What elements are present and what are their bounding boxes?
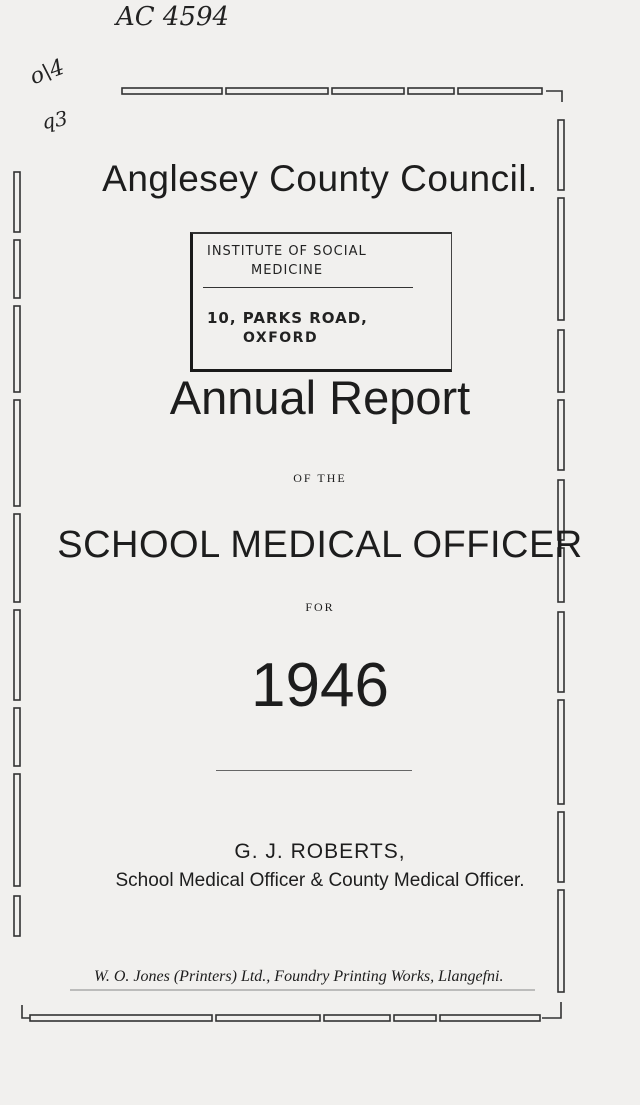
author-role: School Medical Officer & County Medical Officer.	[115, 870, 525, 891]
stamp-line-2: MEDICINE	[251, 263, 324, 278]
stamp-line-3: 10, PARKS ROAD,	[207, 309, 368, 327]
stamp-line-4: OXFORD	[243, 330, 319, 346]
printer-imprint: W. O. Jones (Printers) Ltd., Foundry Printing Works, Llangefni.	[94, 968, 504, 985]
handwritten-catalogue-number: AC 4594	[116, 2, 230, 32]
office-title: SCHOOL MEDICAL OFFICER	[57, 524, 583, 566]
report-title: Annual Report	[169, 371, 471, 424]
of-the-label: OF THE	[293, 471, 347, 485]
report-year: 1946	[251, 651, 389, 720]
stamp-line-1: INSTITUTE OF SOCIAL	[207, 244, 367, 259]
council-name: Anglesey County Council.	[102, 158, 538, 199]
divider	[216, 770, 412, 771]
handwritten-note-2: q3	[40, 105, 70, 135]
author-name: G. J. ROBERTS,	[234, 840, 406, 863]
for-label: FOR	[305, 600, 335, 614]
handwritten-note-1: o\4	[26, 54, 68, 91]
library-stamp	[190, 232, 452, 372]
stamp-divider	[203, 287, 413, 288]
